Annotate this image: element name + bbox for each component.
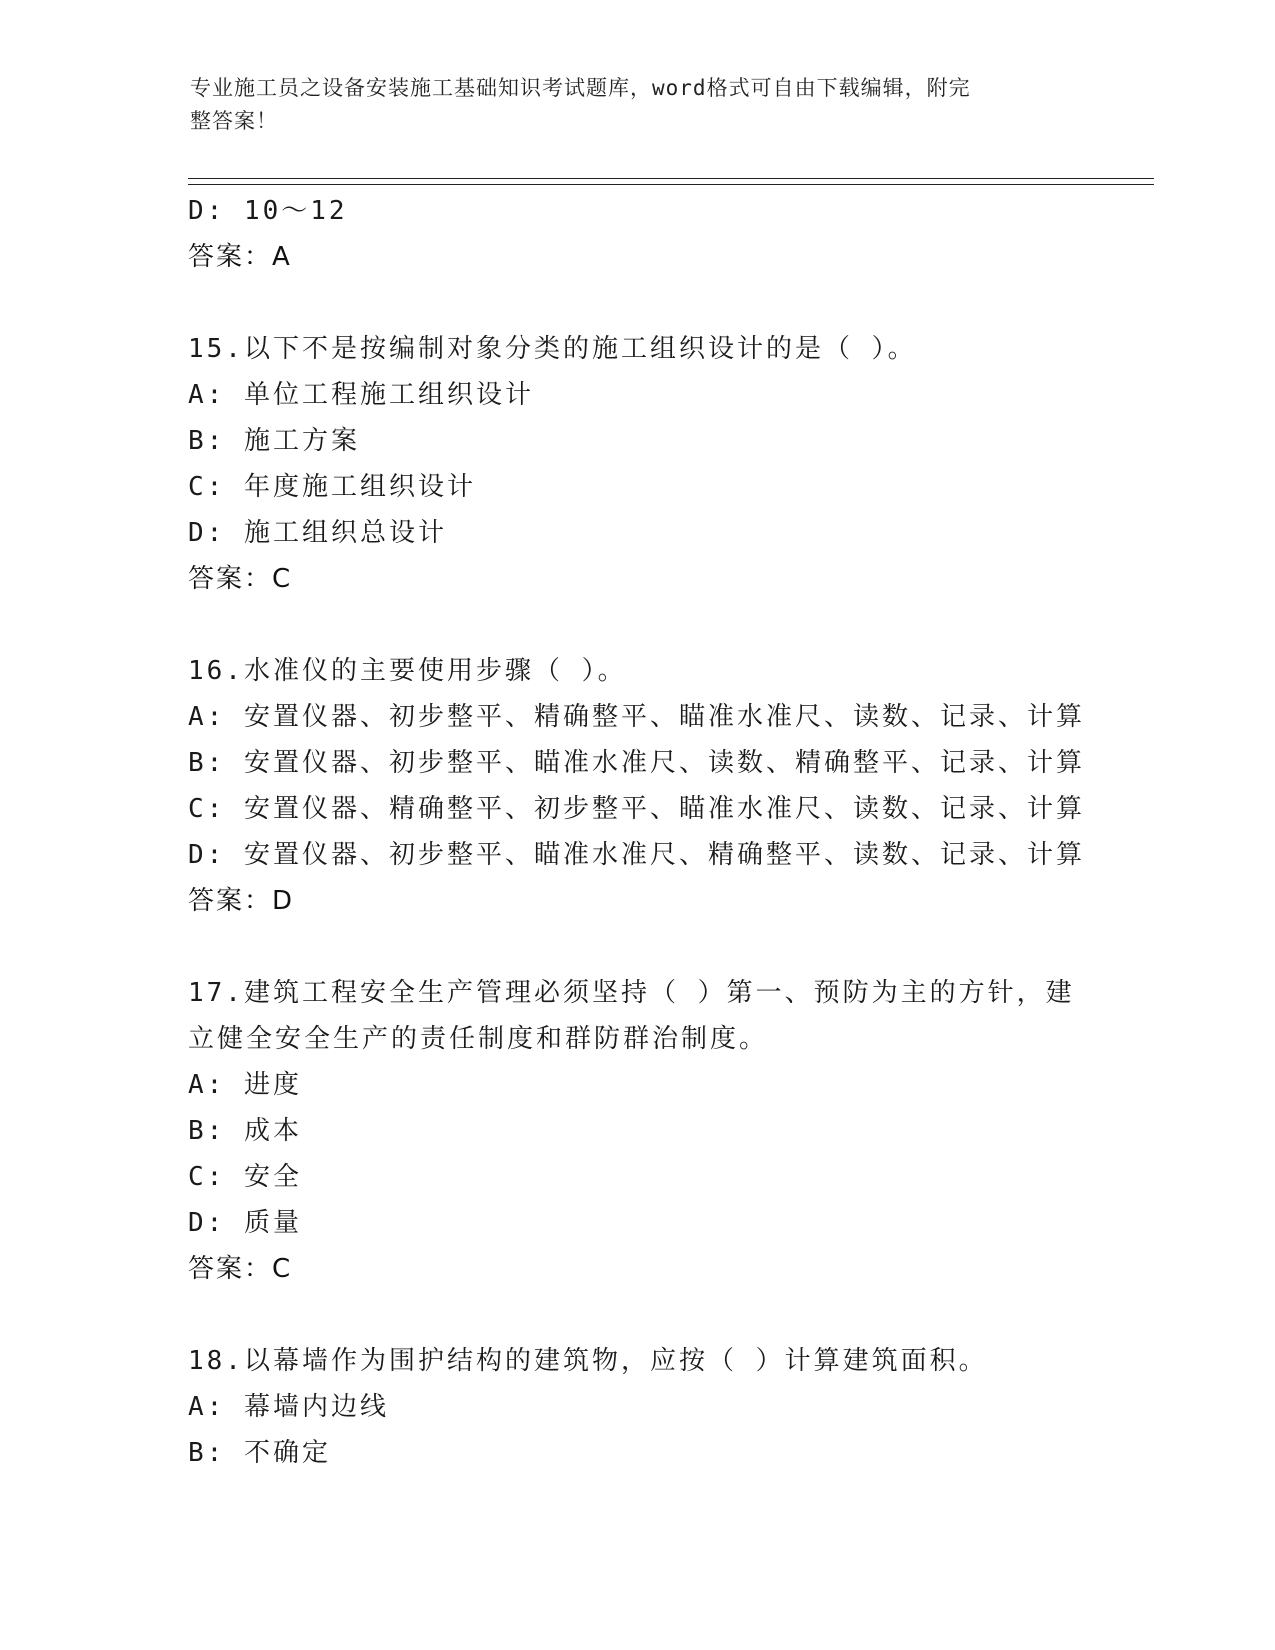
option-b: B: 施工方案 [188, 426, 360, 456]
answer: 答案：D [188, 886, 295, 916]
question-stem: 18.以幕墙作为围护结构的建筑物，应按（ ）计算建筑面积。 [188, 1346, 988, 1376]
option-c: C: 安置仪器、精确整平、初步整平、瞄准水准尺、读数、记录、计算 [188, 794, 1085, 824]
question-list [188, 188, 1088, 1476]
option-b: B: 成本 [188, 1116, 302, 1146]
option-c: C: 安全 [188, 1162, 302, 1192]
page-header [190, 72, 1070, 138]
answer: 答案：C [188, 564, 293, 594]
spacer [188, 280, 1088, 326]
option-d: D: 施工组织总设计 [188, 518, 447, 548]
option-d: D: 质量 [188, 1208, 302, 1238]
header-line-1: 专业施工员之设备安装施工基础知识考试题库，word格式可自由下载编辑，附完 [190, 76, 971, 100]
spacer [188, 924, 1088, 970]
answer: 答案：C [188, 1254, 293, 1284]
option-c: C: 年度施工组织设计 [188, 472, 476, 502]
question-17 [188, 970, 1088, 1292]
header-rule-top [188, 178, 1154, 179]
spacer [188, 1292, 1088, 1338]
question-stem-line-1: 17.建筑工程安全生产管理必须坚持（ ）第一、预防为主的方针，建 [188, 978, 1075, 1008]
header-rule-bottom [188, 184, 1154, 185]
answer: 答案：A [188, 242, 292, 272]
question-16 [188, 648, 1088, 924]
question-18 [188, 1338, 1088, 1476]
option-a: A: 单位工程施工组织设计 [188, 380, 534, 410]
spacer [188, 602, 1088, 648]
option-b: B: 安置仪器、初步整平、瞄准水准尺、读数、精确整平、记录、计算 [188, 748, 1085, 778]
question-15 [188, 326, 1088, 602]
option-a: A: 安置仪器、初步整平、精确整平、瞄准水准尺、读数、记录、计算 [188, 702, 1085, 732]
question-stem-line-2: 立健全安全生产的责任制度和群防群治制度。 [188, 1024, 769, 1054]
option-b: B: 不确定 [188, 1438, 331, 1468]
option-a: A: 幕墙内边线 [188, 1392, 389, 1422]
option-d: D: 安置仪器、初步整平、瞄准水准尺、精确整平、读数、记录、计算 [188, 840, 1085, 870]
option-d: D: 10～12 [188, 196, 348, 226]
option-a: A: 进度 [188, 1070, 302, 1100]
question-stem: 15.以下不是按编制对象分类的施工组织设计的是（ ）。 [188, 334, 917, 364]
question-stem: 16.水准仪的主要使用步骤（ ）。 [188, 656, 627, 686]
header-line-2: 整答案！ [190, 109, 278, 133]
